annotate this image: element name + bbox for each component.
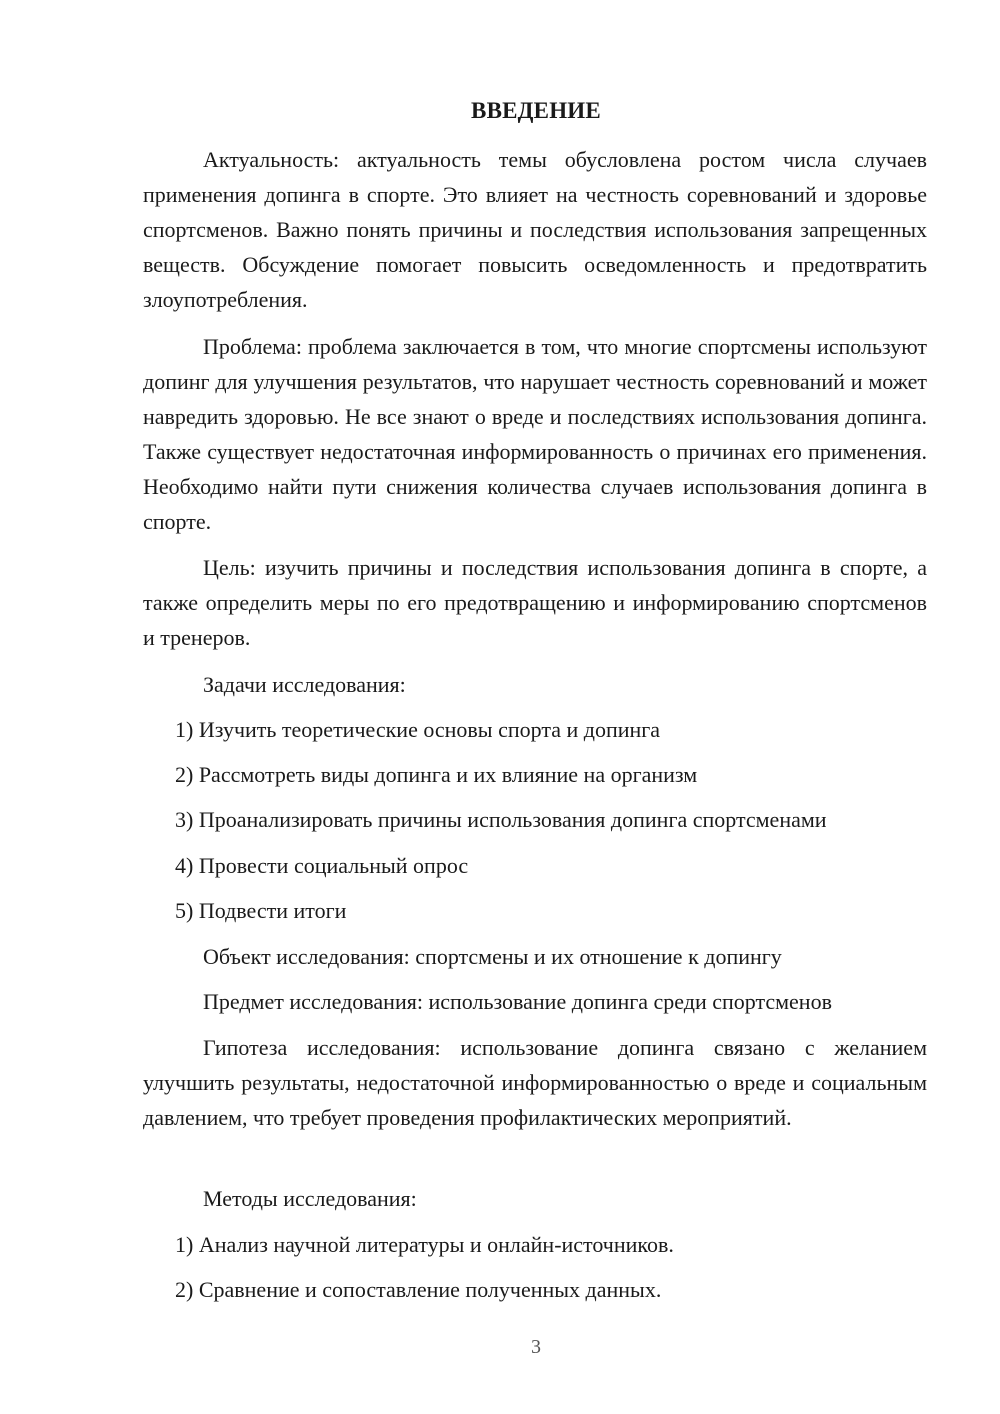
task-item: 1) Изучить теоретические основы спорта и допинга — [175, 717, 661, 742]
relevance-paragraph: Актуальность: актуальность темы обусловлена ростом числа случаев применения допинга в спорте. Это влияет на честность соревнований и здоровье спортсменов. Важно понять причины и последствия использования запрещенных веществ. Обсуждение помогает повысить осведомленность и предотвратить злоупотребления. — [143, 147, 927, 312]
page-number: 3 — [531, 1336, 541, 1358]
methods-title: Методы исследования: — [203, 1186, 417, 1211]
method-item: 1) Анализ научной литературы и онлайн-источников. — [175, 1232, 674, 1257]
tasks-title: Задачи исследования: — [203, 672, 406, 697]
goal-paragraph: Цель: изучить причины и последствия использования допинга в спорте, а также определить меры по его предотвращению и информированию спортсменов и тренеров. — [143, 555, 927, 650]
research-subject: Предмет исследования: использование допинга среди спортсменов — [203, 989, 832, 1014]
page-title: ВВЕДЕНИЕ — [471, 98, 601, 123]
task-item: 3) Проанализировать причины использования допинга спортсменами — [175, 807, 827, 832]
research-object: Объект исследования: спортсмены и их отношение к допингу — [203, 944, 782, 969]
task-item: 4) Провести социальный опрос — [175, 853, 469, 878]
task-item: 2) Рассмотреть виды допинга и их влияние на организм — [175, 762, 698, 787]
task-item: 5) Подвести итоги — [175, 898, 347, 923]
problem-paragraph: Проблема: проблема заключается в том, что многие спортсмены используют допинг для улучшения результатов, что нарушает честность соревнований и может навредить здоровью. Не все знают о вреде и последствиях использования допинга. Также существует недостаточная информированность о причинах его применения. Необходимо найти пути снижения количества случаев использования допинга в спорте. — [143, 334, 927, 534]
hypothesis-paragraph: Гипотеза исследования: использование допинга связано с желанием улучшить результаты, недостаточной информированностью о вреде и социальным давлением, что требует проведения профилактических мероприятий. — [143, 1035, 927, 1130]
method-item: 2) Сравнение и сопоставление полученных данных. — [175, 1277, 662, 1302]
